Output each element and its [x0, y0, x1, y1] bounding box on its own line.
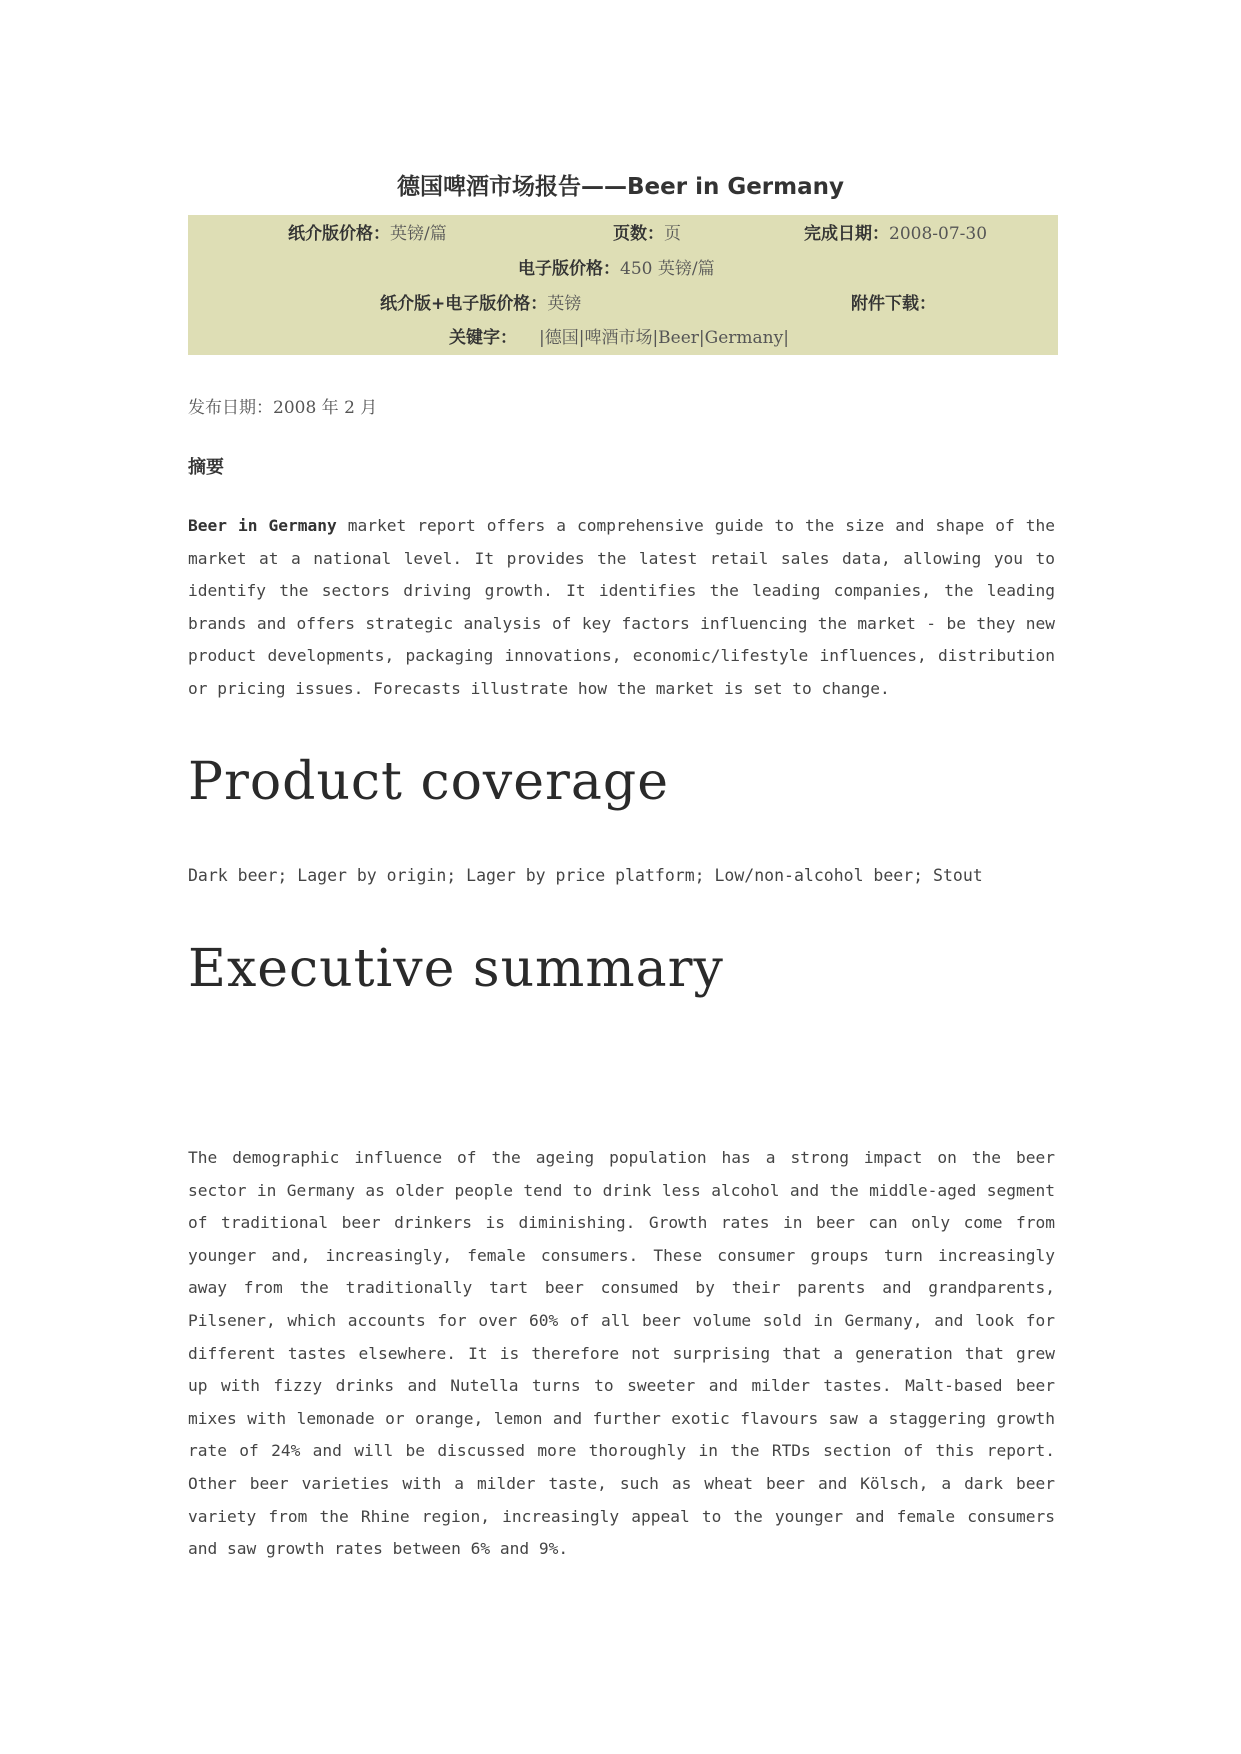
attachment-download[interactable]	[851, 294, 936, 314]
paper-price	[288, 224, 447, 244]
electronic-price-label: 电子版价格：	[518, 259, 620, 279]
completion-date-label: 完成日期：	[804, 224, 889, 244]
abstract-paragraph	[188, 510, 1055, 706]
keywords	[449, 328, 789, 348]
completion-date-value: 2008-07-30	[889, 224, 988, 244]
combined-price-value: 英镑	[547, 294, 582, 314]
paper-price-label: 纸介版价格：	[288, 224, 390, 244]
publish-date: 发布日期：2008 年 2 月	[188, 398, 378, 418]
product-coverage-heading: Product coverage	[188, 752, 669, 812]
executive-summary-text: The demographic influence of the ageing population has a strong impact on the beer sector in Germany as older people tend to drink less alcohol and the middle-aged segment of traditional beer drinkers is diminishing. Growth rates in beer can only come from younger and, increasingly, female consumers. These consumer groups turn increasingly away from the traditionally tart beer consumed by their parents and grandparents, Pilsener, which accounts for over 60% of all beer volume sold in Germany, and look for different tastes elsewhere. It is therefore not surprising that a generation that grew up with fizzy drinks and Nutella turns to sweeter and milder tastes. Malt-based beer mixes with lemonade or orange, lemon and further exotic flavours saw a staggering growth rate of 24% and will be discussed more thoroughly in the RTDs section of this report. Other beer varieties with a milder taste, such as wheat beer and Kölsch, a dark beer variety from the Rhine region, increasingly appeal to the younger and female consumers and saw growth rates between 6% and 9%.	[188, 1148, 1055, 1559]
paper-price-value: 英镑/篇	[390, 224, 447, 244]
keywords-value: |德国|啤酒市场|Beer|Germany|	[539, 328, 789, 348]
electronic-price-value: 450 英镑/篇	[620, 259, 715, 279]
page-title: 德国啤酒市场报告——Beer in Germany	[396, 174, 845, 200]
report-info-box	[188, 215, 1058, 355]
abstract-text: market report offers a comprehensive guide to the size and shape of the market at a national level. It provides the latest retail sales data, allowing you to identify the sectors driving growth. It identifies the leading companies, the leading brands and offers strategic analysis of key factors influencing the market - be they new product developments, packaging innovations, economic/lifestyle influences, distribution or pricing issues. Forecasts illustrate how the market is set to change.	[188, 516, 1055, 698]
abstract-heading: 摘要	[188, 457, 224, 478]
combined-price-label: 纸介版+电子版价格：	[380, 294, 548, 314]
abstract-lead: Beer in Germany	[188, 516, 337, 535]
combined-price	[380, 294, 581, 314]
page-count	[613, 224, 681, 244]
keywords-label: 关键字：	[449, 328, 517, 348]
electronic-price	[518, 259, 715, 279]
page-count-value: 页	[664, 224, 681, 244]
attachment-download-label: 附件下载：	[851, 294, 936, 314]
page-count-label: 页数：	[613, 224, 664, 244]
product-coverage-text: Dark beer; Lager by origin; Lager by price platform; Low/non-alcohol beer; Stout	[188, 866, 983, 885]
executive-summary-heading: Executive summary	[188, 939, 724, 999]
completion-date	[804, 224, 987, 244]
